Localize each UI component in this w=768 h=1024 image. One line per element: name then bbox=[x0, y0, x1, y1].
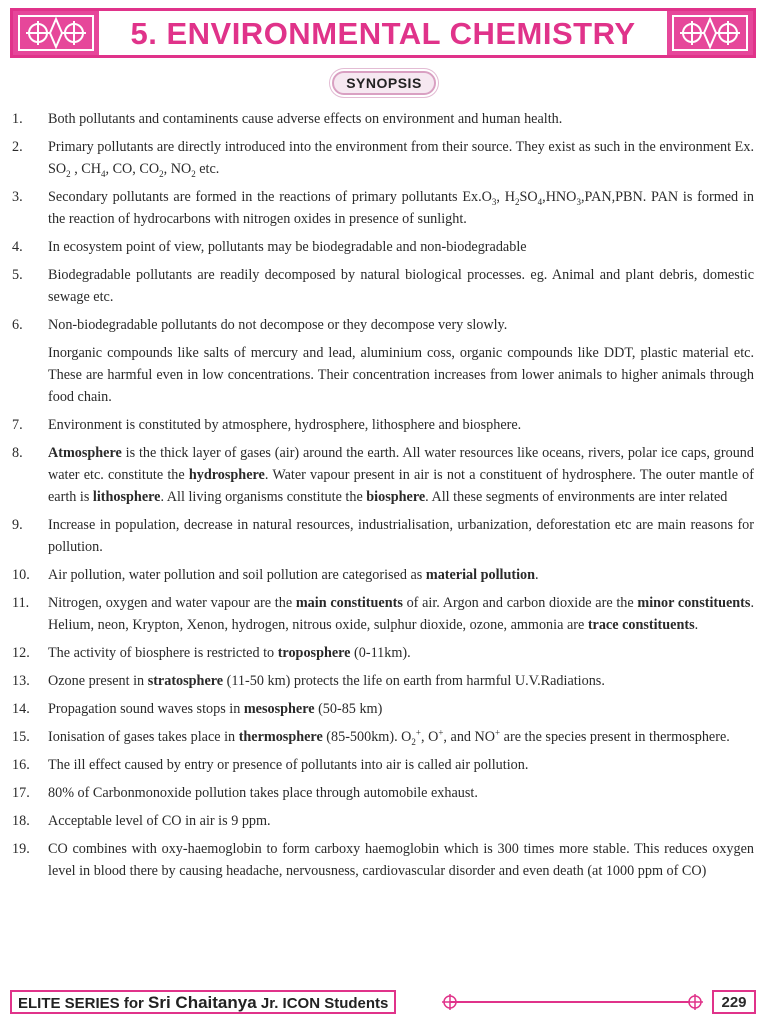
flower-ornament-icon bbox=[13, 11, 99, 55]
text-run: lithosphere bbox=[92, 489, 161, 505]
list-item-number: 13. bbox=[12, 673, 30, 689]
text-run: 2 bbox=[515, 196, 520, 207]
text-run: . All living organisms constitute the bbox=[160, 489, 367, 505]
footer-prefix: ELITE SERIES for bbox=[18, 995, 149, 1012]
text-run: Acceptable level of CO in air is 9 ppm. bbox=[48, 813, 271, 829]
text-run: 3 bbox=[491, 196, 497, 207]
text-run: Secondary pollutants are formed in the reactions of primary pollutants Ex.O bbox=[48, 189, 492, 205]
list-item-text bbox=[48, 726, 754, 748]
synopsis-heading-wrap bbox=[0, 71, 768, 95]
text-run: 2 bbox=[159, 168, 164, 179]
text-run: Propagation sound waves stops in bbox=[48, 701, 244, 717]
list-item-number: 6. bbox=[12, 317, 23, 333]
text-run: , O bbox=[421, 729, 439, 745]
flower-ornament-icon bbox=[667, 11, 753, 55]
list-item bbox=[12, 186, 754, 230]
list-item-number: 4. bbox=[12, 239, 23, 255]
text-run: thermosphere bbox=[238, 729, 323, 745]
list-item bbox=[12, 264, 754, 308]
text-run: hydrosphere bbox=[188, 467, 265, 483]
text-run: (50-85 km) bbox=[314, 701, 383, 717]
list-item bbox=[12, 754, 754, 776]
list-item bbox=[12, 810, 754, 832]
list-item-number: 7. bbox=[12, 417, 23, 433]
text-run: Environment is constituted by atmosphere, hydrosphere, lithosphere and biosphere. bbox=[48, 417, 522, 433]
list-item-text bbox=[48, 236, 754, 258]
list-item bbox=[12, 314, 754, 336]
list-item bbox=[12, 514, 754, 558]
list-paragraph bbox=[48, 342, 754, 408]
text-run: . Helium, neon, Krypton, Xenon, hydrogen, nitrous oxide, sulphur dioxide, ozone, ammonia are bbox=[48, 595, 754, 633]
text-run: + bbox=[495, 727, 501, 738]
text-run: troposphere bbox=[277, 645, 351, 661]
text-run: SO bbox=[519, 189, 538, 205]
text-run: Non-biodegradable pollutants do not decompose or they decompose very slowly. bbox=[48, 317, 508, 333]
list-item bbox=[12, 838, 754, 882]
text-run: 80% of Carbonmonoxide pollution takes place through automobile exhaust. bbox=[48, 785, 478, 801]
list-item-text bbox=[48, 838, 754, 882]
text-run: 2 bbox=[411, 736, 416, 747]
text-run: etc. bbox=[195, 161, 220, 177]
list-item-text bbox=[48, 314, 754, 336]
page-number: 229 bbox=[712, 990, 756, 1014]
text-run: Both pollutants and contaminents cause adverse effects on environment and human health. bbox=[48, 111, 563, 127]
text-run: biosphere bbox=[366, 489, 426, 505]
list-item bbox=[12, 592, 754, 636]
text-run: + bbox=[438, 727, 444, 738]
flower-ornament-icon bbox=[435, 993, 465, 1011]
footer-suffix: Jr. ICON Students bbox=[256, 995, 389, 1012]
text-run: of air. Argon and carbon dioxide are the bbox=[402, 595, 638, 611]
text-run: + bbox=[415, 727, 421, 738]
list-item-text bbox=[48, 754, 754, 776]
list-item-text bbox=[48, 782, 754, 804]
list-item-number: 3. bbox=[12, 189, 23, 205]
footer-brand: Sri Chaitanya bbox=[148, 993, 257, 1012]
list-item-text bbox=[48, 136, 754, 180]
list-item-number: 8. bbox=[12, 445, 23, 461]
text-run: . All these segments of environments are inter related bbox=[425, 489, 728, 505]
text-run: . Water vapour present in air is not a constituent of hydrosphere. The outer mantle of earth is bbox=[48, 467, 755, 505]
text-run: Atmosphere bbox=[48, 445, 122, 461]
text-run: Air pollution, water pollution and soil pollution are categorised as bbox=[48, 567, 426, 583]
list-item bbox=[12, 564, 754, 586]
footer-rule bbox=[450, 1001, 690, 1003]
chapter-title: 5. ENVIRONMENTAL CHEMISTRY bbox=[130, 16, 636, 51]
list-item bbox=[12, 414, 754, 436]
list-item-number: 10. bbox=[12, 567, 30, 583]
list-item-text bbox=[48, 108, 754, 130]
text-run: (11-50 km) protects the life on earth from harmful U.V.Radiations. bbox=[223, 673, 605, 689]
page-footer bbox=[10, 990, 756, 1016]
text-run: Nitrogen, oxygen and water vapour are the bbox=[48, 595, 296, 611]
list-item-number: 15. bbox=[12, 729, 30, 745]
text-run: , and NO bbox=[443, 729, 496, 745]
text-run: The activity of biosphere is restricted to bbox=[48, 645, 278, 661]
list-item-number: 16. bbox=[12, 757, 30, 773]
list-item bbox=[12, 642, 754, 664]
text-run: (85-500km). O bbox=[322, 729, 412, 745]
list-item-number: 2. bbox=[12, 139, 23, 155]
text-run: . bbox=[535, 567, 539, 583]
list-item bbox=[12, 442, 754, 508]
text-run: ,HNO bbox=[542, 189, 577, 205]
text-run: , CO, CO bbox=[105, 161, 160, 177]
synopsis-list bbox=[12, 108, 754, 888]
text-run: . bbox=[694, 617, 699, 633]
list-item-text bbox=[48, 810, 754, 832]
text-run: Biodegradable pollutants are readily decomposed by natural biological processes. eg. Animal and plant debris, domestic sewage etc. bbox=[48, 267, 754, 305]
list-item-number: 19. bbox=[12, 841, 30, 857]
text-run: The ill effect caused by entry or presence of pollutants into air is called air pollution. bbox=[48, 757, 529, 773]
text-run: is the thick layer of gases (air) around the earth. All water resources like oceans, rivers, polar ice caps, ground water etc. constitute the bbox=[48, 445, 754, 483]
list-item-text bbox=[48, 264, 754, 308]
list-item-number: 9. bbox=[12, 517, 23, 533]
text-run: minor constituents bbox=[637, 595, 751, 611]
flower-ornament-icon bbox=[680, 993, 710, 1011]
text-run: main constituents bbox=[295, 595, 403, 611]
list-item-number: 1. bbox=[12, 111, 23, 127]
text-run: , NO bbox=[163, 161, 192, 177]
text-run: (0-11km). bbox=[350, 645, 411, 661]
list-item bbox=[12, 108, 754, 130]
text-run: material pollution bbox=[425, 567, 536, 583]
list-item-number: 14. bbox=[12, 701, 30, 717]
text-run: ,PAN,PBN. PAN is formed in the reaction of hydrocarbons with nitrogen oxides in presence of sunlight. bbox=[48, 189, 754, 227]
list-item-text bbox=[48, 642, 754, 664]
list-item-text bbox=[48, 564, 754, 586]
list-item-number: 11. bbox=[12, 595, 30, 611]
list-item-number: 12. bbox=[12, 645, 30, 661]
footer-series-label bbox=[10, 990, 396, 1014]
text-run: Ionisation of gases takes place in bbox=[48, 729, 239, 745]
list-item bbox=[12, 670, 754, 692]
text-run: 4 bbox=[537, 196, 543, 207]
chapter-header bbox=[10, 8, 756, 58]
text-run: In ecosystem point of view, pollutants may be biodegradable and non-biodegradable bbox=[48, 239, 527, 255]
list-item bbox=[12, 136, 754, 180]
text-run: 4 bbox=[101, 168, 106, 179]
list-item-number: 18. bbox=[12, 813, 30, 829]
text-run: Ozone present in bbox=[48, 673, 148, 689]
list-item-text bbox=[48, 592, 754, 636]
list-item-number: 17. bbox=[12, 785, 30, 801]
text-run: mesosphere bbox=[243, 701, 315, 717]
text-run: 2 bbox=[191, 168, 196, 179]
text-run: , H bbox=[496, 189, 515, 205]
text-run: Inorganic compounds like salts of mercury and lead, aluminium coss, organic compounds like DDT, plastic material etc. These are harmful even in low concentrations. Their concentration increases from lower animals to higher animals through food chain. bbox=[48, 345, 754, 405]
synopsis-heading: SYNOPSIS bbox=[332, 71, 436, 95]
list-item-text bbox=[48, 670, 754, 692]
text-run: 2 bbox=[66, 168, 71, 179]
text-run: stratosphere bbox=[147, 673, 224, 689]
text-run: Primary pollutants are directly introduced into the environment from their source. They exist as such in the environment Ex. SO bbox=[48, 139, 754, 177]
list-item-text bbox=[48, 698, 754, 720]
list-item-text bbox=[48, 186, 754, 230]
list-item bbox=[12, 698, 754, 720]
text-run: 3 bbox=[576, 196, 581, 207]
list-item-number: 5. bbox=[12, 267, 23, 283]
list-item bbox=[12, 782, 754, 804]
text-run: trace constituents bbox=[587, 617, 695, 633]
list-item bbox=[12, 236, 754, 258]
list-item bbox=[12, 726, 754, 748]
list-item-text bbox=[48, 442, 754, 508]
text-run: , CH bbox=[70, 161, 101, 177]
text-run: CO combines with oxy-haemoglobin to form carboxy haemoglobin which is 300 times more stable. This reduces oxygen level in blood there by causing headache, nervousness, cardiovascular disorder and even death (at 1000 ppm of CO) bbox=[48, 841, 754, 879]
list-item-text bbox=[48, 414, 754, 436]
text-run: are the species present in thermosphere. bbox=[500, 729, 730, 745]
text-run: Increase in population, decrease in natural resources, industrialisation, urbanization, deforestation etc are main reasons for pollution. bbox=[48, 517, 754, 555]
list-item-text bbox=[48, 514, 754, 558]
